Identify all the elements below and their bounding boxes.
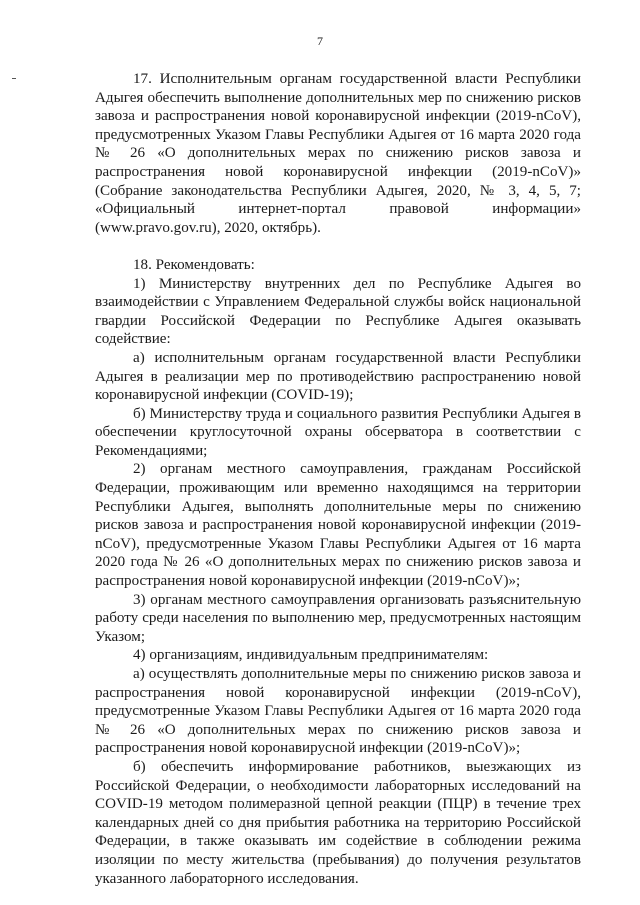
paragraph-18-heading: 18. Рекомендовать: (133, 256, 255, 273)
paragraph-18-item-1: 1) Министерству внутренних дел по Республике Адыгея во взаимодействии с Управлением Федеральной службы войск национальной гвардии Российской Федерации по Республике Адыгея оказывать содействие: (95, 275, 581, 348)
margin-mark (12, 78, 16, 79)
paragraph-18-item-4a: а) осуществлять дополнительные меры по снижению рисков завоза и распространения новой коронавирусной инфекции (2019-nCoV), предусмотренные Указом Главы Республики Адыгея от 16 марта 2020 года № 26 «О дополнительных мерах по снижению рисков завоза и распространения новой коронавирусной инфекции (2019-nCoV)»; (95, 666, 581, 757)
paragraph-18-item-1a: а) исполнительным органам государственной власти Республики Адыгея в реализации мер по противодействию распространению новой коронавирусной инфекции (COVID-19); (95, 349, 581, 404)
paragraph-18-item-2: 2) органам местного самоуправления, гражданам Российской Федерации, проживающим или временно находящимся на территории Республики Адыгея, выполнять дополнительные меры по снижению рисков завоза и распространения новой коронавирусной инфекции (2019-nCoV), предусмотренные Указом Главы Республики Адыгея от 16 марта 2020 года № 26 «О дополнительных мерах по снижению рисков завоза и распространения новой коронавирусной инфекции (2019-nCoV)»; (95, 461, 581, 590)
document-body (95, 70, 581, 888)
paragraph-17: 17. Исполнительным органам государственной власти Республики Адыгея обеспечить выполнение дополнительных мер по снижению рисков завоза и распространения новой коронавирусной инфекции (2019-nCoV), предусмотренных Указом Главы Республики Адыгея от 16 марта 2020 года № 26 «О дополнительных мерах по снижению рисков завоза и распространения новой коронавирусной инфекции (2019-nCoV)» (Собрание законодательства Республики Адыгея, 2020, № 3, 4, 5, 7; «Официальный интернет-портал правовой информации» (www.pravo.gov.ru), 2020, октябрь). (95, 71, 581, 236)
page-number: 7 (317, 34, 323, 48)
paragraph-18-item-3: 3) органам местного самоуправления организовать разъяснительную работу среди населения по выполнению мер, предусмотренных настоящим Указом; (95, 591, 581, 645)
paragraph-18-item-1b: б) Министерству труда и социального развития Республики Адыгея в обеспечении круглосуточной охраны обсерватора в соответствии с Рекомендациями; (95, 405, 581, 459)
paragraph-18-item-4b: б) обеспечить информирование работников, выезжающих из Российской Федерации, о необходимости лабораторных исследований на COVID-19 методом полимеразной цепной реакции (ПЦР) в течение трех календарных дней со дня прибытия работника на территорию Российской Федерации, в также оказывать им содействие в соблюдении режима изоляции по месту жительства (пребывания) до получения результатов указанного лабораторного исследования. (95, 758, 581, 887)
paragraph-18-item-4: 4) организациям, индивидуальным предпринимателям: (133, 647, 489, 664)
